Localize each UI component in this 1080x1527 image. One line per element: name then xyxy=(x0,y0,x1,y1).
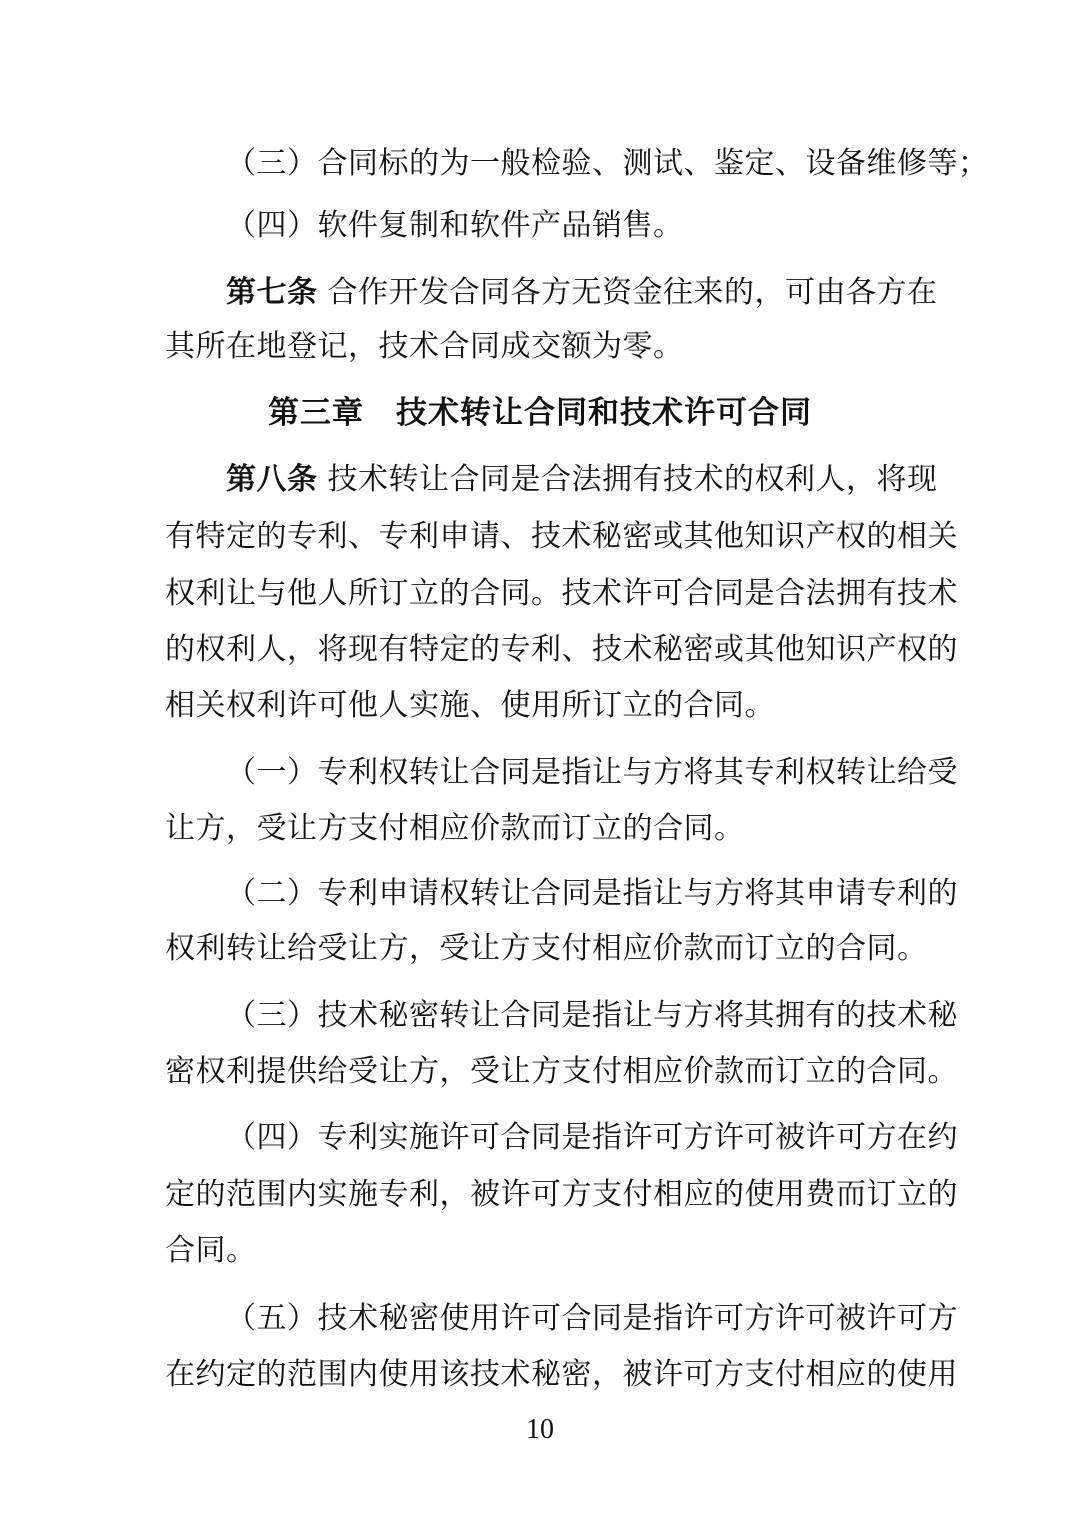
paragraph-line: （三）合同标的为一般检验、测试、鉴定、设备维修等； xyxy=(226,146,989,181)
paragraph-line: 的权利人，将现有特定的专利、技术秘密或其他知识产权的 xyxy=(165,632,958,667)
article-8-text: 技术转让合同是合法拥有技术的权利人，将现 xyxy=(327,462,938,497)
paragraph-line: 让方，受让方支付相应价款而订立的合同。 xyxy=(165,811,745,846)
article-7-line xyxy=(226,264,938,322)
paragraph-line: 合同。 xyxy=(165,1233,257,1268)
chapter-heading: 第三章 技术转让合同和技术许可合同 xyxy=(268,395,812,431)
paragraph-line: 定的范围内实施专利，被许可方支付相应的使用费而订立的 xyxy=(165,1177,958,1212)
article-8-label: 第八条 xyxy=(226,462,318,497)
paragraph-line: （二）专利申请权转让合同是指让与方将其申请专利的 xyxy=(226,876,958,911)
paragraph-line: 权利让与他人所订立的合同。技术许可合同是合法拥有技术 xyxy=(165,576,958,611)
article-7-label: 第七条 xyxy=(226,275,318,310)
page-number: 10 xyxy=(526,1414,554,1445)
paragraph-line: 密权利提供给受让方，受让方支付相应价款而订立的合同。 xyxy=(165,1054,958,1089)
paragraph-line: （五）技术秘密使用许可合同是指许可方许可被许可方 xyxy=(226,1301,958,1336)
paragraph-line: （一）专利权转让合同是指让与方将其专利权转让给受 xyxy=(226,755,958,790)
article-8-line xyxy=(226,451,938,509)
paragraph-line: （四）软件复制和软件产品销售。 xyxy=(226,208,684,243)
paragraph-line: （三）技术秘密转让合同是指让与方将其拥有的技术秘 xyxy=(226,998,958,1033)
article-7-text: 合作开发合同各方无资金往来的，可由各方在 xyxy=(327,275,938,310)
paragraph-line: 权利转让给受让方，受让方支付相应价款而订立的合同。 xyxy=(165,931,928,966)
paragraph-line: 其所在地登记，技术合同成交额为零。 xyxy=(165,329,684,364)
paragraph-line: （四）专利实施许可合同是指许可方许可被许可方在约 xyxy=(226,1120,958,1155)
paragraph-line: 有特定的专利、专利申请、技术秘密或其他知识产权的相关 xyxy=(165,519,958,554)
paragraph-line: 相关权利许可他人实施、使用所订立的合同。 xyxy=(165,688,775,723)
paragraph-line: 在约定的范围内使用该技术秘密，被许可方支付相应的使用 xyxy=(165,1357,958,1392)
